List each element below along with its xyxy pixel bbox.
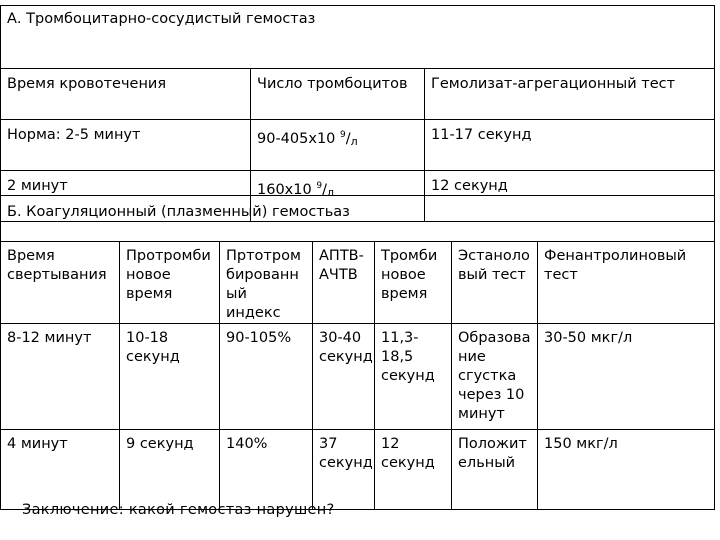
- case-aggregation: 12 секунд: [425, 171, 715, 222]
- header-prothrombin-time: Протромби новое время: [120, 242, 220, 324]
- header-clotting-time: Время свертывания: [1, 242, 120, 324]
- case-phenanthroline-test: 150 мкг/л: [538, 430, 715, 510]
- case-platelet-exp: 9: [316, 181, 323, 191]
- norm-aggregation: 11-17 секунд: [425, 120, 715, 171]
- platelet-vascular-hemostasis-table: [0, 5, 715, 222]
- case-platelet-count: 160х10 $^9/_л$: [251, 171, 425, 222]
- norm-thrombin-time: 11,3-18,5 секунд: [375, 324, 452, 430]
- header-prothrombin-index: Пртотром бированн ый индекс: [220, 242, 313, 324]
- norm-prothrombin-time: 10-18 секунд: [120, 324, 220, 430]
- case-platelet-unit: л: [326, 186, 334, 199]
- header-phenanthroline-test: Фенантролиновый тест: [538, 242, 715, 324]
- header-bleeding-time: Время кровотечения: [1, 69, 251, 120]
- norm-ethanol-test: Образова ние сгустка через 10 минут: [452, 324, 538, 430]
- norm-clotting-time: 8-12 минут: [1, 324, 120, 430]
- header-ethanol-test: Эстаноло вый тест: [452, 242, 538, 324]
- case-platelet-base: 160х10: [257, 182, 312, 198]
- header-platelet-count: Число тромбоцитов: [251, 69, 425, 120]
- case-clotting-time: 4 минут: [1, 430, 120, 510]
- norm-bleeding-time: Норма: 2-5 минут: [1, 120, 251, 171]
- conclusion-question: Заключение: какой гемостаз нарушен?: [22, 502, 335, 518]
- norm-phenanthroline-test: 30-50 мкг/л: [538, 324, 715, 430]
- norm-platelet-unit: л: [350, 135, 358, 148]
- case-ethanol-test: Положит ельный: [452, 430, 538, 510]
- norm-platelet-base: 90-405х10: [257, 131, 336, 147]
- coagulation-hemostasis-table: [0, 195, 715, 510]
- norm-platelet-exp: 9: [340, 130, 346, 140]
- case-aptt: 37 секунд: [313, 430, 375, 510]
- case-bleeding-time: 2 минут: [1, 171, 251, 222]
- case-prothrombin-time: 9 секунд: [120, 430, 220, 510]
- case-thrombin-time: 12 секунд: [375, 430, 452, 510]
- section-a-title: А. Тромбоцитарно-сосудистый гемостаз: [1, 6, 715, 69]
- header-thrombin-time: Тромби новое время: [375, 242, 452, 324]
- norm-platelet-count: 90-405х10 $^9/_л$: [251, 120, 425, 171]
- norm-prothrombin-index: 90-105%: [220, 324, 313, 430]
- section-b-title: Б. Коагуляционный (плазменный) гемостьаз: [1, 196, 715, 242]
- header-aggregation-test: Гемолизат-агрегационный тест: [425, 69, 715, 120]
- norm-aptt: 30-40 секунд: [313, 324, 375, 430]
- header-aptt: АПТВ-АЧТВ: [313, 242, 375, 324]
- case-prothrombin-index: 140%: [220, 430, 313, 510]
